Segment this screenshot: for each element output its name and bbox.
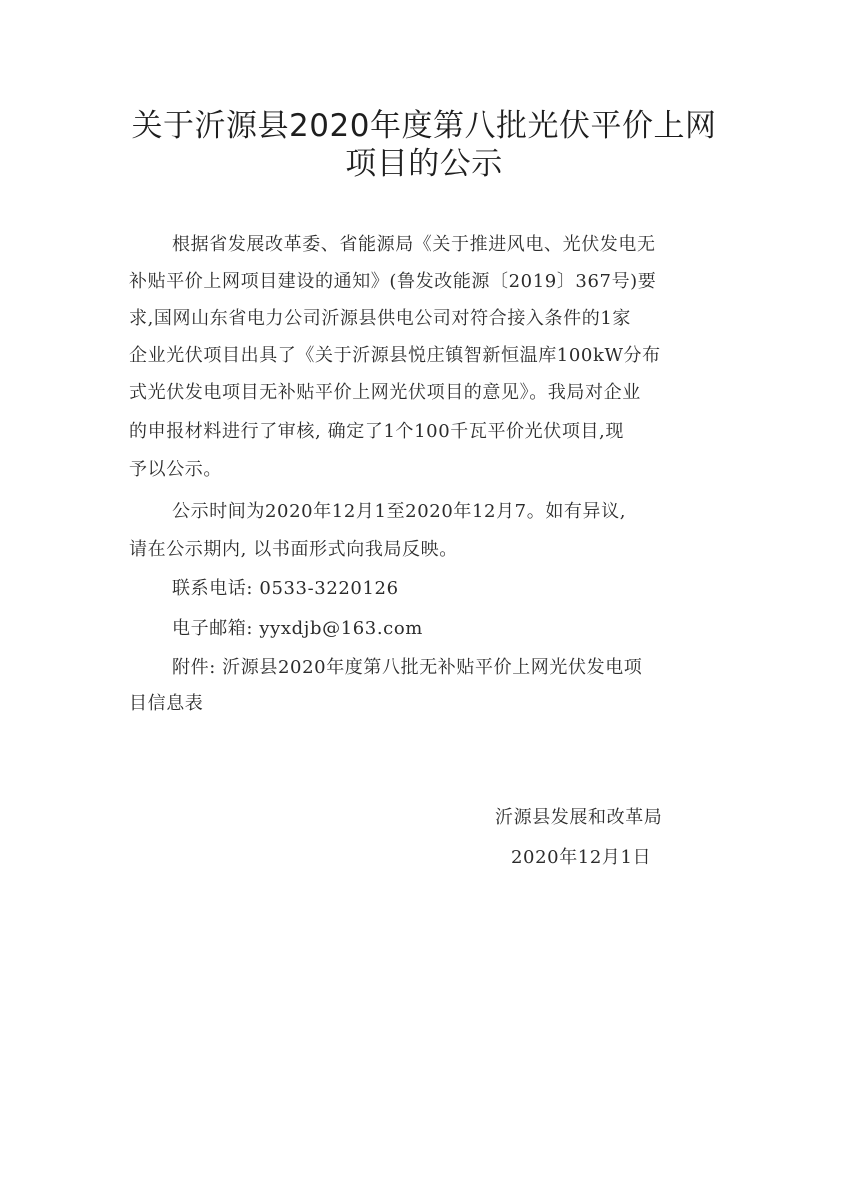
contact-email: 电子邮箱: yyxdjb@163.com [172, 618, 423, 639]
paragraph-1-line: 企业光伏项目出具了《关于沂源县悦庄镇智新恒温库100kW分布 [129, 345, 661, 366]
signature-date: 2020年12月1日 [511, 847, 652, 868]
attachment-line: 目信息表 [129, 693, 204, 714]
paragraph-2-line: 公示时间为2020年12月1至2020年12月7。如有异议, [172, 501, 627, 522]
paragraph-1-line: 予以公示。 [129, 459, 222, 480]
paragraph-2-line: 请在公示期内, 以书面形式向我局反映。 [129, 539, 458, 560]
paragraph-1-line: 补贴平价上网项目建设的通知》(鲁发改能源〔2019〕367号)要 [129, 271, 657, 292]
document-title-line-1: 关于沂源县2020年度第八批光伏平价上网 [131, 108, 717, 144]
attachment-line: 附件: 沂源县2020年度第八批无补贴平价上网光伏发电项 [172, 657, 643, 678]
paragraph-1-line: 求,国网山东省电力公司沂源县供电公司对符合接入条件的1家 [129, 308, 631, 329]
paragraph-1-line: 式光伏发电项目无补贴平价上网光伏项目的意见》。我局对企业 [129, 382, 641, 403]
signature-organization: 沂源县发展和改革局 [495, 807, 663, 828]
contact-phone: 联系电话: 0533-3220126 [172, 578, 399, 599]
paragraph-1-line: 根据省发展改革委、省能源局《关于推进风电、光伏发电无 [172, 234, 656, 255]
document-title-line-2: 项目的公示 [345, 146, 503, 182]
paragraph-1-line: 的申报材料进行了审核, 确定了1个100千瓦平价光伏项目,现 [129, 421, 624, 442]
